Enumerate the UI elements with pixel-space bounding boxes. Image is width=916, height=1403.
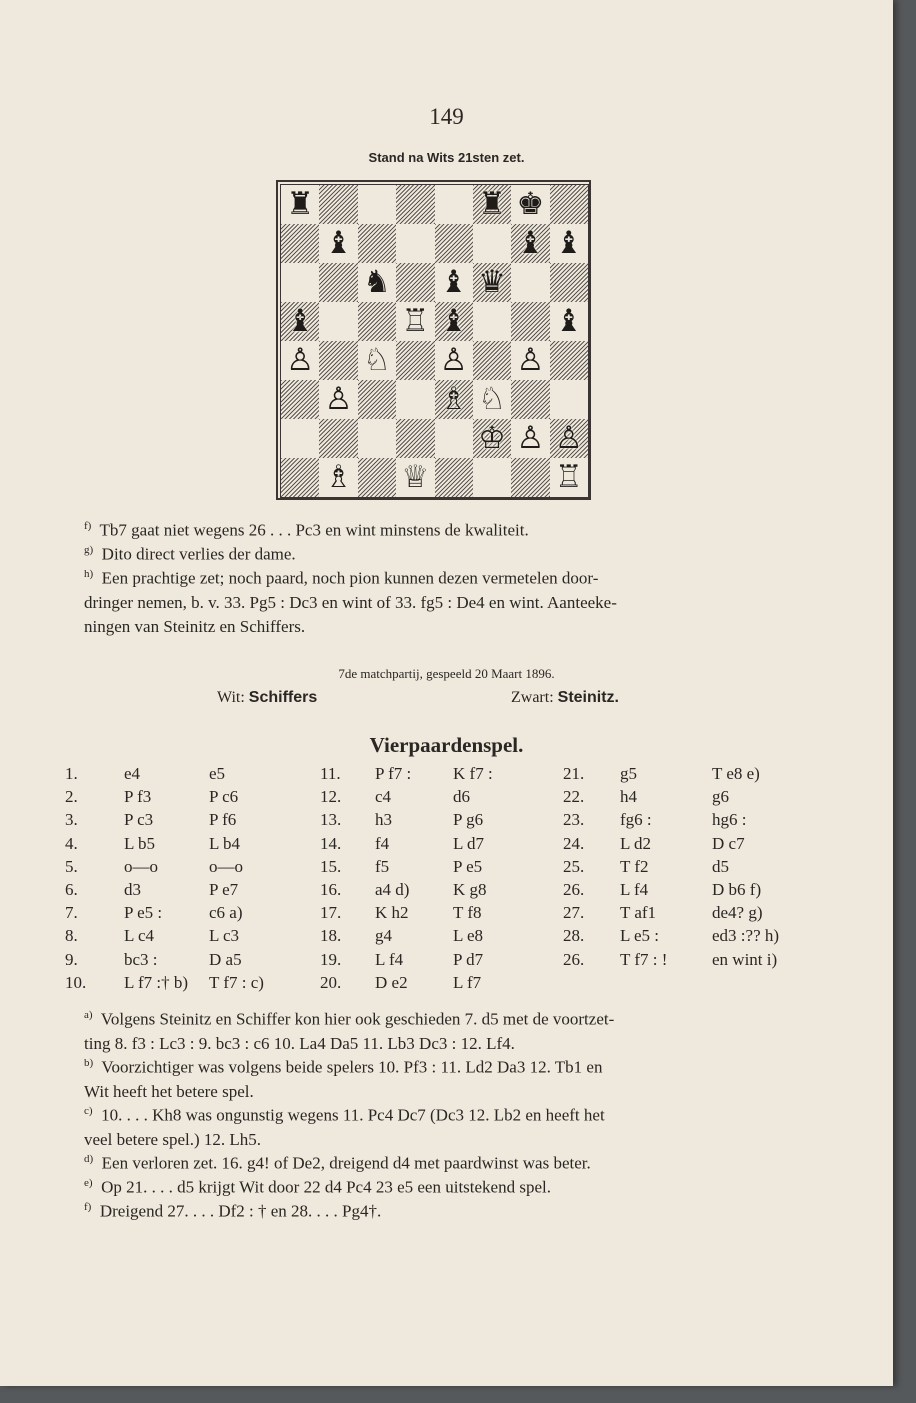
move-number: 12. [320, 787, 342, 807]
board-square [511, 224, 549, 263]
white-move: T f7 : ! [620, 949, 668, 969]
chess-piece-icon: ♚ [516, 186, 545, 222]
chess-piece-icon: ♙ [516, 342, 545, 378]
board-square [358, 302, 396, 341]
board-square [319, 419, 357, 458]
note-f-top: $^{f)}$ Tb7 gaat niet wegens 26 . . . Pc3 en wint minstens de kwaliteit. [84, 520, 529, 540]
chess-piece-icon: ♝ [554, 225, 583, 261]
white-move: T f2 [620, 856, 649, 876]
move-number: 21. [563, 764, 585, 783]
board-square [396, 302, 434, 341]
chess-piece-icon: ♙ [516, 420, 545, 456]
white-move: P f3 [124, 787, 152, 807]
note-e: $^{e)}$ Op 21. . . . d5 krijgt Wit door 22 d4 Pc4 23 e5 een uitstekend spel. [84, 1177, 551, 1197]
white-move: fg6 : [620, 810, 652, 830]
move-number: 27. [563, 903, 585, 923]
board-square [550, 419, 588, 458]
move-number: 25. [563, 856, 585, 876]
black-move: L c3 [209, 926, 240, 946]
page-number: 149 [429, 104, 464, 129]
board-square [550, 458, 588, 497]
black-move: c6 a) [209, 903, 243, 923]
move-number: 11. [320, 764, 341, 783]
chess-piece-icon: ♝ [439, 264, 468, 300]
board-square [281, 302, 319, 341]
chess-piece-icon: ♖ [401, 303, 430, 339]
board-square [550, 224, 588, 263]
black-move: P f6 [209, 810, 237, 830]
chess-piece-icon: ♝ [439, 303, 468, 339]
black-move: K g8 [453, 880, 487, 899]
white-move: h4 [620, 787, 637, 807]
board-square [435, 224, 473, 263]
chess-piece-icon: ♜ [478, 186, 506, 222]
move-number: 3. [65, 810, 78, 830]
move-number: 28. [563, 926, 585, 946]
move-number: 15. [320, 856, 342, 876]
board-square [319, 458, 357, 497]
board-square [435, 380, 473, 419]
board-square [319, 302, 357, 341]
board-square [396, 419, 434, 458]
chess-piece-icon: ♝ [554, 303, 583, 339]
board-square [358, 185, 396, 224]
white-move: L f4 [620, 880, 649, 899]
note-d: $^{d)}$ Een verloren zet. 16. g4! of De2, dreigend d4 met paardwinst was beter. [84, 1153, 591, 1173]
black-move: L b4 [209, 833, 241, 853]
move-number: 7. [65, 903, 78, 923]
move-number: 24. [563, 833, 585, 853]
white-move: L e5 : [620, 926, 660, 946]
black-move: P e5 [453, 856, 483, 876]
board-square [473, 224, 511, 263]
board-square [473, 302, 511, 341]
black-move: o—o [209, 856, 243, 876]
board-square [550, 302, 588, 341]
board-square [358, 458, 396, 497]
white-move: g5 [620, 764, 637, 783]
white-move: f4 [375, 833, 390, 853]
black-move: L d7 [453, 833, 485, 853]
white-move: e4 [124, 764, 141, 783]
black-player: Zwart: Steinitz. [511, 689, 619, 706]
chess-piece-icon: ♔ [478, 420, 506, 456]
chess-piece-icon: ♙ [439, 342, 468, 378]
board-square [358, 341, 396, 380]
board-square [550, 263, 588, 302]
game-heading: 7de matchpartij, gespeeld 20 Maart 1896. [338, 666, 555, 681]
black-move: K f7 : [453, 764, 493, 783]
chess-piece-icon: ♖ [554, 459, 583, 495]
diagram-caption: Stand na Wits 21sten zet. [368, 150, 525, 165]
move-number: 19. [320, 949, 342, 969]
move-number: 16. [320, 880, 342, 899]
white-move: P e5 : [124, 903, 163, 923]
opening-title: Vierpaardenspel. [369, 733, 524, 757]
white-move: P c3 [124, 810, 154, 830]
board-square [281, 224, 319, 263]
chess-piece-icon: ♝ [516, 225, 545, 261]
chess-piece-icon: ♗ [439, 381, 468, 417]
black-move: L f7 [453, 972, 482, 992]
black-move: hg6 : [712, 810, 747, 830]
board-square [358, 380, 396, 419]
white-move: L f4 [375, 949, 404, 969]
board-square [281, 341, 319, 380]
black-move: ed3 :?? h) [712, 926, 780, 946]
white-move: L d2 [620, 833, 652, 853]
move-number: 20. [320, 972, 342, 992]
board-square [319, 341, 357, 380]
white-move: f5 [375, 856, 390, 876]
board-square [396, 224, 434, 263]
black-move: P d7 [453, 949, 484, 969]
board-square [550, 185, 588, 224]
board-square [281, 185, 319, 224]
board-square [358, 224, 396, 263]
note-f: $^{f)}$ Dreigend 27. . . . Df2 : † en 28. . . . Pg4†. [84, 1201, 382, 1221]
white-move: bc3 : [124, 949, 158, 969]
board-square [281, 458, 319, 497]
black-move: P c6 [209, 787, 239, 807]
black-move: P e7 [209, 880, 239, 899]
white-move: o—o [124, 856, 158, 876]
board-square [550, 341, 588, 380]
board-square [396, 263, 434, 302]
board-square [358, 263, 396, 302]
board-square [358, 419, 396, 458]
chess-piece-icon: ♙ [554, 420, 583, 456]
board-square [281, 263, 319, 302]
note-c: $^{c)}$ 10. . . . Kh8 was ongunstig wegens 11. Pc4 Dc7 (Dc3 12. Lb2 en heeft het veel betere spel.) 12. Lh5. [84, 1105, 605, 1149]
move-number: 17. [320, 903, 342, 923]
board-square [473, 263, 511, 302]
move-number: 8. [65, 926, 78, 946]
note-g-top: $^{g)}$ Dito direct verlies der dame. [84, 544, 296, 564]
note-a: $^{a)}$ Volgens Steinitz en Schiffer kon hier ook geschieden 7. d5 met de voortzet- ting 8. f3 : Lc3 : 9. bc3 : c6 10. La4 Da5 11. Lb3 Dc3 : 12. Lf4. [84, 1009, 615, 1053]
board-square [396, 185, 434, 224]
chess-diagram [276, 180, 591, 500]
move-number: 26. [563, 880, 585, 899]
black-move: d5 [712, 856, 729, 876]
move-number: 10. [65, 972, 87, 992]
black-move: D c7 [712, 833, 745, 853]
board-square [511, 263, 549, 302]
chess-piece-icon: ♝ [286, 303, 315, 339]
white-player: Wit: Schiffers [217, 689, 318, 706]
white-move: L b5 [124, 833, 156, 853]
chess-piece-icon: ♝ [324, 225, 353, 261]
move-number: 18. [320, 926, 342, 946]
note-h-top: $^{h)}$ Een prachtige zet; noch paard, noch pion kunnen dezen vermetelen door- dringer nemen, b. v. 33. Pg5 : Dc3 en wint of 33. fg5 : De4 en wint. Aanteeke- ningen van Steinitz en Schiffers. [84, 568, 617, 636]
move-number: 26. [563, 949, 585, 969]
note-b: $^{b)}$ Voorzichtiger was volgens beide spelers 10. Pf3 : 11. Ld2 Da3 12. Tb1 en Wit heeft het betere spel. [84, 1057, 603, 1101]
black-move: L e8 [453, 926, 484, 946]
black-move: T f8 [453, 903, 482, 923]
white-move: d3 [124, 880, 141, 899]
white-move: L c4 [124, 926, 155, 946]
white-move: T af1 [620, 903, 657, 923]
board-square [473, 458, 511, 497]
board-square [511, 302, 549, 341]
chess-piece-icon: ♕ [401, 459, 430, 495]
white-move: D e2 [375, 972, 408, 992]
board-square [281, 419, 319, 458]
move-number: 13. [320, 810, 342, 830]
black-move: e5 [209, 764, 226, 783]
move-number: 6. [65, 880, 78, 899]
chess-board [280, 184, 589, 498]
board-square [435, 302, 473, 341]
board-square [550, 380, 588, 419]
black-move: D b6 f) [712, 880, 762, 899]
black-move: D a5 [209, 949, 242, 969]
black-move: P g6 [453, 810, 484, 830]
board-square [281, 380, 319, 419]
move-number: 14. [320, 833, 342, 853]
move-number: 9. [65, 949, 78, 969]
black-move: g6 [712, 787, 729, 807]
white-move: P f7 : [375, 764, 412, 783]
white-move: K h2 [375, 903, 409, 923]
white-move: L f7 :† b) [124, 972, 189, 992]
chess-piece-icon: ♜ [286, 186, 315, 222]
chess-piece-icon: ♗ [324, 459, 353, 495]
board-square [319, 380, 357, 419]
chess-piece-icon: ♙ [324, 381, 353, 417]
white-move: c4 [375, 787, 392, 807]
board-square [511, 185, 549, 224]
board-square [511, 419, 549, 458]
move-number: 23. [563, 810, 585, 830]
chess-piece-icon: ♘ [363, 342, 391, 378]
board-square [396, 341, 434, 380]
board-square [435, 263, 473, 302]
move-number: 22. [563, 787, 585, 807]
board-square [396, 380, 434, 419]
board-square [435, 341, 473, 380]
board-square [319, 263, 357, 302]
board-square [435, 458, 473, 497]
board-square [435, 185, 473, 224]
board-square [511, 380, 549, 419]
board-square [511, 458, 549, 497]
white-move: g4 [375, 926, 392, 946]
chess-piece-icon: ♛ [478, 264, 506, 300]
chess-piece-icon: ♘ [478, 381, 506, 417]
board-square [319, 224, 357, 263]
chess-piece-icon: ♞ [363, 264, 391, 300]
black-move: T f7 : c) [209, 972, 264, 992]
board-square [511, 341, 549, 380]
board-square [396, 458, 434, 497]
board-square [435, 419, 473, 458]
move-number: 1. [65, 764, 78, 783]
board-square [473, 341, 511, 380]
white-move: a4 d) [375, 880, 410, 899]
black-move: T e8 e) [712, 764, 760, 783]
black-move: de4? g) [712, 903, 763, 923]
board-square [473, 380, 511, 419]
board-square [319, 185, 357, 224]
board-square [473, 185, 511, 224]
chess-piece-icon: ♙ [286, 342, 315, 378]
black-move: d6 [453, 787, 470, 807]
black-move: en wint i) [712, 949, 778, 969]
move-number: 5. [65, 856, 78, 876]
move-number: 2. [65, 787, 78, 807]
move-number: 4. [65, 833, 78, 853]
board-square [473, 419, 511, 458]
white-move: h3 [375, 810, 392, 830]
